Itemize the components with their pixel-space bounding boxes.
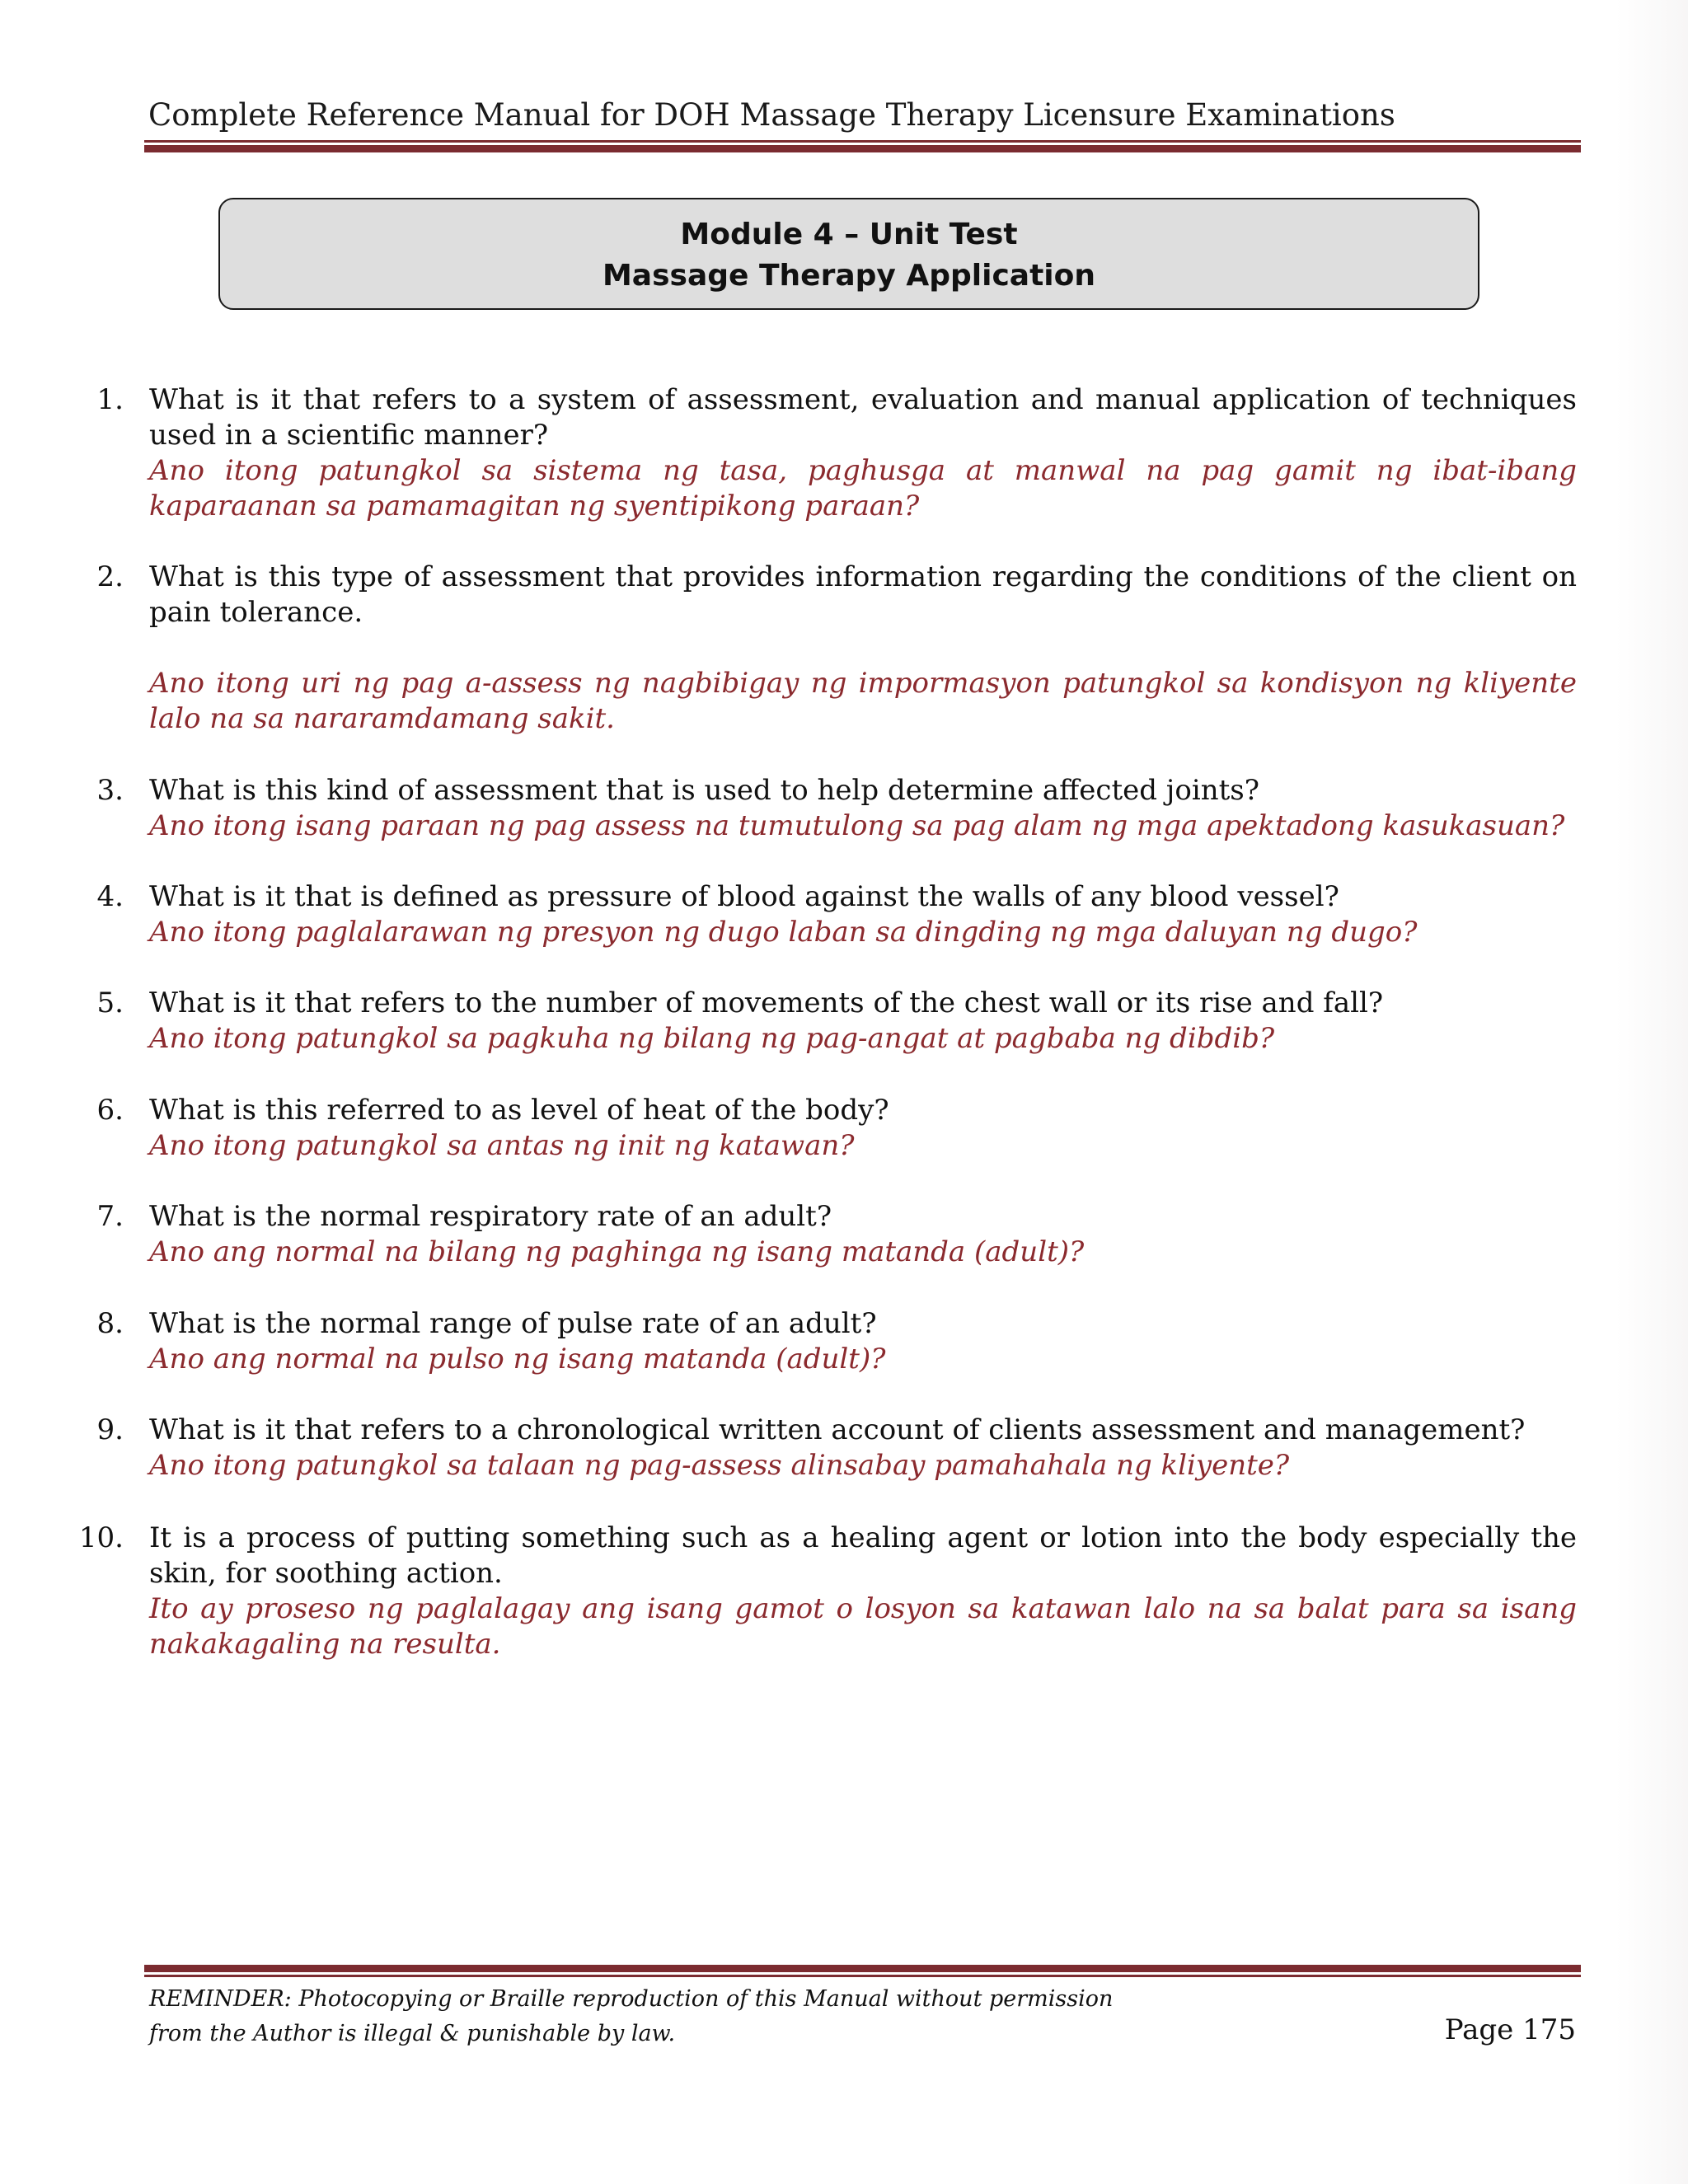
- question-translation: Ano itong patungkol sa sistema ng tasa, paghusga at manwal na pag gamit ng ibat-ibang kaparaanan sa pamamagitan ng syentipikong paraan?: [149, 454, 1577, 523]
- question-number: 7.: [96, 1200, 124, 1233]
- page-number: Page 175: [1444, 2013, 1576, 2046]
- question-translation: Ano itong patungkol sa pagkuha ng bilang ng pag-angat at pagbaba ng dibdib?: [149, 1022, 1275, 1055]
- question-translation: Ano itong patungkol sa antas ng init ng katawan?: [149, 1129, 855, 1162]
- question-number: 6.: [96, 1094, 124, 1127]
- question-text: What is this kind of assessment that is used to help determine affected joints?: [149, 774, 1259, 807]
- question-number: 9.: [96, 1413, 124, 1446]
- question-text: What is it that is defined as pressure of blood against the walls of any blood vessel?: [149, 880, 1339, 913]
- module-subtitle: Massage Therapy Application: [602, 259, 1096, 293]
- question-translation: Ano itong patungkol sa talaan ng pag-assess alinsabay pamahahala ng kliyente?: [149, 1449, 1290, 1482]
- question-text: What is this type of assessment that provides information regarding the conditions of the client on pain tolerance.: [149, 560, 1577, 629]
- question-number: 10.: [78, 1521, 124, 1554]
- question-text: It is a process of putting something such as a healing agent or lotion into the body especially the skin, for soothing action.: [149, 1521, 1577, 1590]
- question-number: 5.: [96, 987, 124, 1019]
- question-text: What is the normal respiratory rate of an adult?: [149, 1200, 832, 1233]
- page-edge-shade: [1615, 0, 1688, 2184]
- footer-rule-thick: [144, 1965, 1581, 1972]
- reminder-line-2: from the Author is illegal & punishable by law.: [149, 2021, 676, 2046]
- header-rule-thin: [144, 140, 1581, 143]
- question-text: What is it that refers to a chronological written account of clients assessment and management?: [149, 1413, 1526, 1446]
- module-number: Module 4 – Unit Test: [680, 218, 1018, 251]
- reminder-line-1: REMINDER: Photocopying or Braille reproduction of this Manual without permission: [149, 1986, 1114, 2012]
- question-translation: Ano ang normal na pulso ng isang matanda (adult)?: [149, 1343, 886, 1376]
- question-text: What is this referred to as level of heat of the body?: [149, 1094, 889, 1127]
- question-number: 1.: [96, 383, 124, 416]
- question-translation: Ano itong isang paraan ng pag assess na tumutulong sa pag alam ng mga apektadong kasukasuan?: [149, 809, 1565, 842]
- question-text: What is the normal range of pulse rate of an adult?: [149, 1307, 877, 1340]
- question-number: 8.: [96, 1307, 124, 1340]
- question-translation: Ito ay proseso ng paglalagay ang isang gamot o losyon sa katawan lalo na sa balat para sa isang nakakagaling na resulta.: [149, 1592, 1577, 1661]
- question-text: What is it that refers to the number of movements of the chest wall or its rise and fall?: [149, 987, 1384, 1019]
- module-title-box: [218, 198, 1479, 310]
- copyright-reminder: [149, 1982, 1113, 2051]
- question-translation: Ano itong paglalarawan ng presyon ng dugo laban sa dingding ng mga daluyan ng dugo?: [149, 916, 1418, 949]
- footer-rule-thin: [144, 1975, 1581, 1977]
- question-text: What is it that refers to a system of assessment, evaluation and manual application of techniques used in a scientific manner?: [149, 383, 1577, 452]
- question-number: 4.: [96, 880, 124, 913]
- question-translation: Ano itong uri ng pag a-assess ng nagbibigay ng impormasyon patungkol sa kondisyon ng kliyente lalo na sa nararamdamang sakit.: [149, 667, 1577, 735]
- question-number: 3.: [96, 774, 124, 807]
- header-title: Complete Reference Manual for DOH Massage Therapy Licensure Examinations: [148, 97, 1395, 133]
- question-translation: Ano ang normal na bilang ng paghinga ng isang matanda (adult)?: [149, 1235, 1085, 1268]
- question-number: 2.: [96, 560, 124, 593]
- header-rule-thick: [144, 145, 1581, 152]
